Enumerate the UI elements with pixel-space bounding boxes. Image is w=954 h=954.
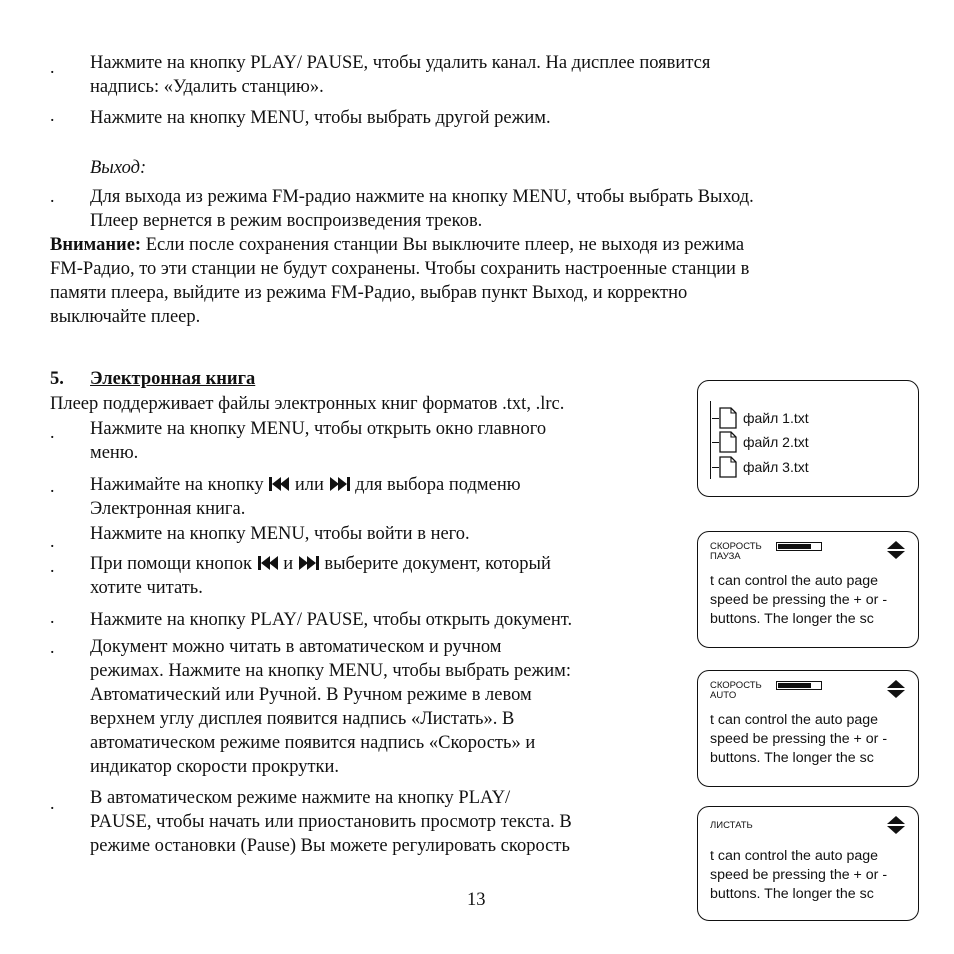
paragraph-line: Автоматический или Ручной. В Ручном режиме в левом: [90, 685, 532, 705]
inline-text: Нажимайте на кнопку: [90, 475, 269, 495]
paragraph-line: Нажмите на кнопку MENU, чтобы войти в него.: [90, 524, 470, 544]
paragraph-line: автоматическом режиме появится надпись «Скорость» и: [90, 733, 536, 753]
warning-paragraph: [50, 234, 744, 258]
file-name: файл 2.txt: [743, 434, 809, 450]
paragraph-line: верхнем углу дисплея появится надпись «Листать». В: [90, 709, 515, 729]
paragraph-line: В автоматическом режиме нажмите на кнопку PLAY/: [90, 788, 511, 808]
section-intro: Плеер поддерживает файлы электронных книг форматов .txt, .lrc.: [50, 394, 565, 414]
bullet-dot: .: [50, 556, 55, 576]
list-item: [712, 455, 809, 479]
paragraph-line: Нажмите на кнопку PLAY/ PAUSE, чтобы открыть документ.: [90, 610, 573, 630]
display-text-line: speed be pressing the + or -: [710, 867, 888, 883]
section-title: Электронная книга: [90, 369, 256, 389]
file-icon: [719, 407, 737, 429]
speed-indicator: [776, 681, 822, 690]
paragraph-line: режимах. Нажмите на кнопку MENU, чтобы выбрать режим:: [90, 661, 571, 681]
section-number: 5.: [50, 369, 64, 389]
display-text-line: t can control the auto page: [710, 848, 879, 864]
warning-line: выключайте плеер.: [50, 307, 201, 327]
bullet-dot: .: [50, 422, 55, 442]
page-number: 13: [467, 890, 486, 910]
paragraph-line: Электронная книга.: [90, 499, 246, 519]
warning-line: FM-Радио, то эти станции не будут сохранены. Чтобы сохранить настроенные станции в: [50, 259, 750, 279]
inline-text: При помощи кнопок: [90, 554, 257, 574]
paragraph-line: PAUSE, чтобы начать или приостановить просмотр текста. В: [90, 812, 572, 832]
display-text-line: t can control the auto page: [710, 712, 879, 728]
paragraph-line: Плеер вернется в режим воспроизведения треков.: [90, 211, 483, 231]
scroll-arrows-icon: [886, 679, 906, 699]
bullet-dot: .: [50, 186, 55, 206]
paragraph-line: индикатор скорости прокрутки.: [90, 757, 340, 777]
speed-label: СКОРОСТЬ: [710, 680, 762, 691]
bullet-dot: .: [50, 607, 55, 627]
paragraph-line: меню.: [90, 443, 139, 463]
display-manual-mode: [697, 806, 919, 921]
mode-label: AUTO: [710, 690, 737, 701]
paragraph-line: Нажмите на кнопку MENU, чтобы открыть окно главного: [90, 419, 547, 439]
scroll-arrows-icon: [886, 540, 906, 560]
paragraph-line: [90, 474, 521, 498]
prev-track-icon: [257, 555, 279, 571]
paragraph-line: Для выхода из режима FM-радио нажмите на кнопку MENU, чтобы выбрать Выход.: [90, 187, 754, 207]
next-track-icon: [298, 555, 320, 571]
bullet-dot: .: [50, 793, 55, 813]
next-track-icon: [329, 476, 351, 492]
bullet-dot: .: [50, 531, 55, 551]
mode-label: ЛИСТАТЬ: [710, 820, 753, 831]
display-text-line: buttons. The longer the sc: [710, 750, 874, 766]
paragraph-line: режиме остановки (Pause) Вы можете регулировать скорость: [90, 836, 570, 856]
inline-text: для выбора подменю: [350, 475, 521, 495]
display-text-line: t can control the auto page: [710, 573, 879, 589]
warning-line: памяти плеера, выйдите из режима FM-Радио, выбрав пункт Выход, и корректно: [50, 283, 688, 303]
file-icon: [719, 456, 737, 478]
file-icon: [719, 431, 737, 453]
scroll-arrows-icon: [886, 815, 906, 835]
display-text-line: speed be pressing the + or -: [710, 731, 888, 747]
file-name: файл 1.txt: [743, 410, 809, 426]
paragraph-line: хотите читать.: [90, 578, 203, 598]
paragraph-line: Нажмите на кнопку PLAY/ PAUSE, чтобы удалить канал. На дисплее появится: [90, 53, 711, 73]
paragraph-line: надпись: «Удалить станцию».: [90, 77, 324, 97]
display-auto-mode: [697, 670, 919, 787]
warning-text: Если после сохранения станции Вы выключите плеер, не выходя из режима: [141, 235, 745, 255]
bullet-dot: .: [50, 476, 55, 496]
speed-fill: [778, 544, 811, 549]
tree-line: [710, 401, 711, 479]
prev-track-icon: [268, 476, 290, 492]
list-item: [712, 430, 809, 454]
bullet-dot: .: [50, 57, 55, 77]
paragraph-line: Документ можно читать в автоматическом и ручном: [90, 637, 502, 657]
display-pause-mode: [697, 531, 919, 648]
speed-fill: [778, 683, 811, 688]
inline-text: или: [290, 475, 329, 495]
paragraph-line: Нажмите на кнопку MENU, чтобы выбрать другой режим.: [90, 108, 551, 128]
warning-label: Внимание:: [50, 235, 142, 255]
inline-text: выберите документ, который: [319, 554, 551, 574]
paragraph-line: [90, 553, 551, 577]
file-list-display: [697, 380, 919, 497]
inline-text: и: [278, 554, 298, 574]
speed-indicator: [776, 542, 822, 551]
list-item: [712, 406, 809, 430]
exit-heading: Выход:: [90, 158, 147, 178]
file-name: файл 3.txt: [743, 459, 809, 475]
display-text-line: speed be pressing the + or -: [710, 592, 888, 608]
mode-label: ПАУЗА: [710, 551, 741, 562]
display-text-line: buttons. The longer the sc: [710, 611, 874, 627]
display-text-line: buttons. The longer the sc: [710, 886, 874, 902]
bullet-dot: .: [50, 105, 55, 125]
speed-label: СКОРОСТЬ: [710, 541, 762, 552]
bullet-dot: .: [50, 637, 55, 657]
